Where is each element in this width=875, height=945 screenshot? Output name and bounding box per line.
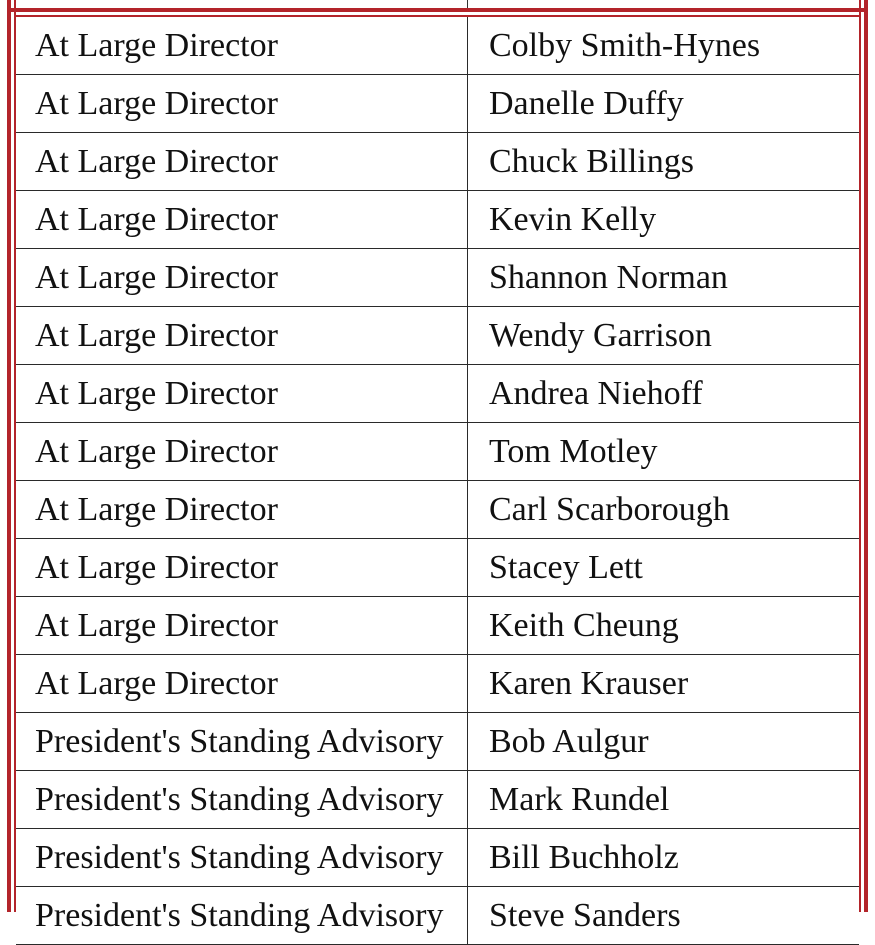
name-cell: Stacey Lett [468, 539, 860, 597]
table-row [16, 539, 859, 597]
frame-border-right-inner [859, 0, 861, 912]
position-cell: At Large Director [16, 539, 468, 597]
table-row [16, 191, 859, 249]
column-divider-stub [467, 0, 468, 8]
name-cell: Danelle Duffy [468, 75, 860, 133]
position-cell: At Large Director [16, 17, 468, 75]
table-row [16, 655, 859, 713]
table-row [16, 713, 859, 771]
name-cell: Mark Rundel [468, 771, 860, 829]
position-cell: President's Standing Advisory [16, 829, 468, 887]
table-row [16, 771, 859, 829]
name-cell: Carl Scarborough [468, 481, 860, 539]
position-cell: At Large Director [16, 75, 468, 133]
position-cell: President's Standing Advisory [16, 771, 468, 829]
position-cell: At Large Director [16, 133, 468, 191]
position-cell: President's Standing Advisory [16, 713, 468, 771]
frame-border-top-outer [7, 8, 868, 12]
position-cell: At Large Director [16, 597, 468, 655]
name-cell: Chuck Billings [468, 133, 860, 191]
roster-table [16, 17, 859, 945]
name-cell: Bill Buchholz [468, 829, 860, 887]
name-cell: Kevin Kelly [468, 191, 860, 249]
position-cell: At Large Director [16, 191, 468, 249]
name-cell: Wendy Garrison [468, 307, 860, 365]
position-cell: At Large Director [16, 423, 468, 481]
table-row [16, 423, 859, 481]
table-row [16, 307, 859, 365]
table-row [16, 75, 859, 133]
name-cell: Tom Motley [468, 423, 860, 481]
table-row [16, 597, 859, 655]
table-row [16, 829, 859, 887]
name-cell: Colby Smith-Hynes [468, 17, 860, 75]
position-cell: At Large Director [16, 307, 468, 365]
table-row [16, 365, 859, 423]
position-cell: At Large Director [16, 481, 468, 539]
name-cell: Andrea Niehoff [468, 365, 860, 423]
name-cell: Shannon Norman [468, 249, 860, 307]
table-row [16, 17, 859, 75]
name-cell: Karen Krauser [468, 655, 860, 713]
position-cell: At Large Director [16, 655, 468, 713]
table-row [16, 887, 859, 945]
position-cell: President's Standing Advisory [16, 887, 468, 945]
frame-border-left-outer [7, 0, 11, 912]
table-row [16, 249, 859, 307]
name-cell: Bob Aulgur [468, 713, 860, 771]
name-cell: Steve Sanders [468, 887, 860, 945]
position-cell: At Large Director [16, 249, 468, 307]
roster-table-body [16, 17, 859, 945]
position-cell: At Large Director [16, 365, 468, 423]
frame-border-right-outer [864, 0, 868, 912]
table-row [16, 133, 859, 191]
table-row [16, 481, 859, 539]
name-cell: Keith Cheung [468, 597, 860, 655]
